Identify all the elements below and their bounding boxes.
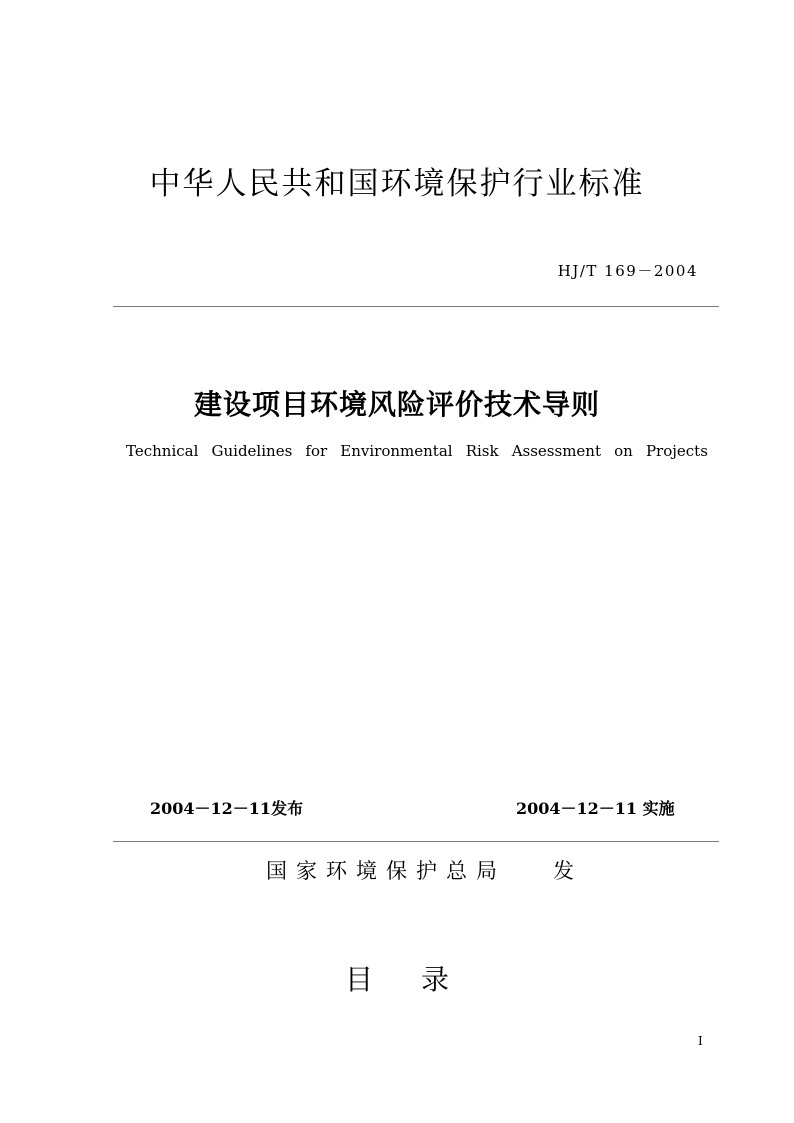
standard-code: HJ/T 169－2004 <box>557 262 698 280</box>
toc-heading-right: 录 <box>421 963 450 996</box>
english-title-word: Projects <box>645 442 708 460</box>
english-title-word: Technical <box>126 442 199 460</box>
document-english-title <box>126 442 708 460</box>
english-title-word: Guidelines <box>211 442 293 460</box>
english-title-word: Risk <box>465 442 499 460</box>
implementation-date: 2004－12－11 实施 <box>516 799 675 818</box>
issue-date: 2004－12－11发布 <box>150 799 304 818</box>
page-number: I <box>698 1034 703 1048</box>
issuing-authority: 国家环境保护总局 发 <box>266 859 584 883</box>
english-title-word: for <box>305 442 328 460</box>
english-title-word: Assessment <box>511 442 601 460</box>
toc-heading-left: 目 <box>344 963 373 996</box>
bottom-divider <box>113 841 719 842</box>
top-divider <box>113 306 719 307</box>
toc-heading <box>0 958 794 998</box>
english-title-word: Environmental <box>340 442 453 460</box>
english-title-word: on <box>614 442 633 460</box>
standard-category-heading: 中华人民共和国环境保护行业标准 <box>149 166 645 202</box>
document-title: 建设项目环境风险评价技术导则 <box>193 388 600 421</box>
